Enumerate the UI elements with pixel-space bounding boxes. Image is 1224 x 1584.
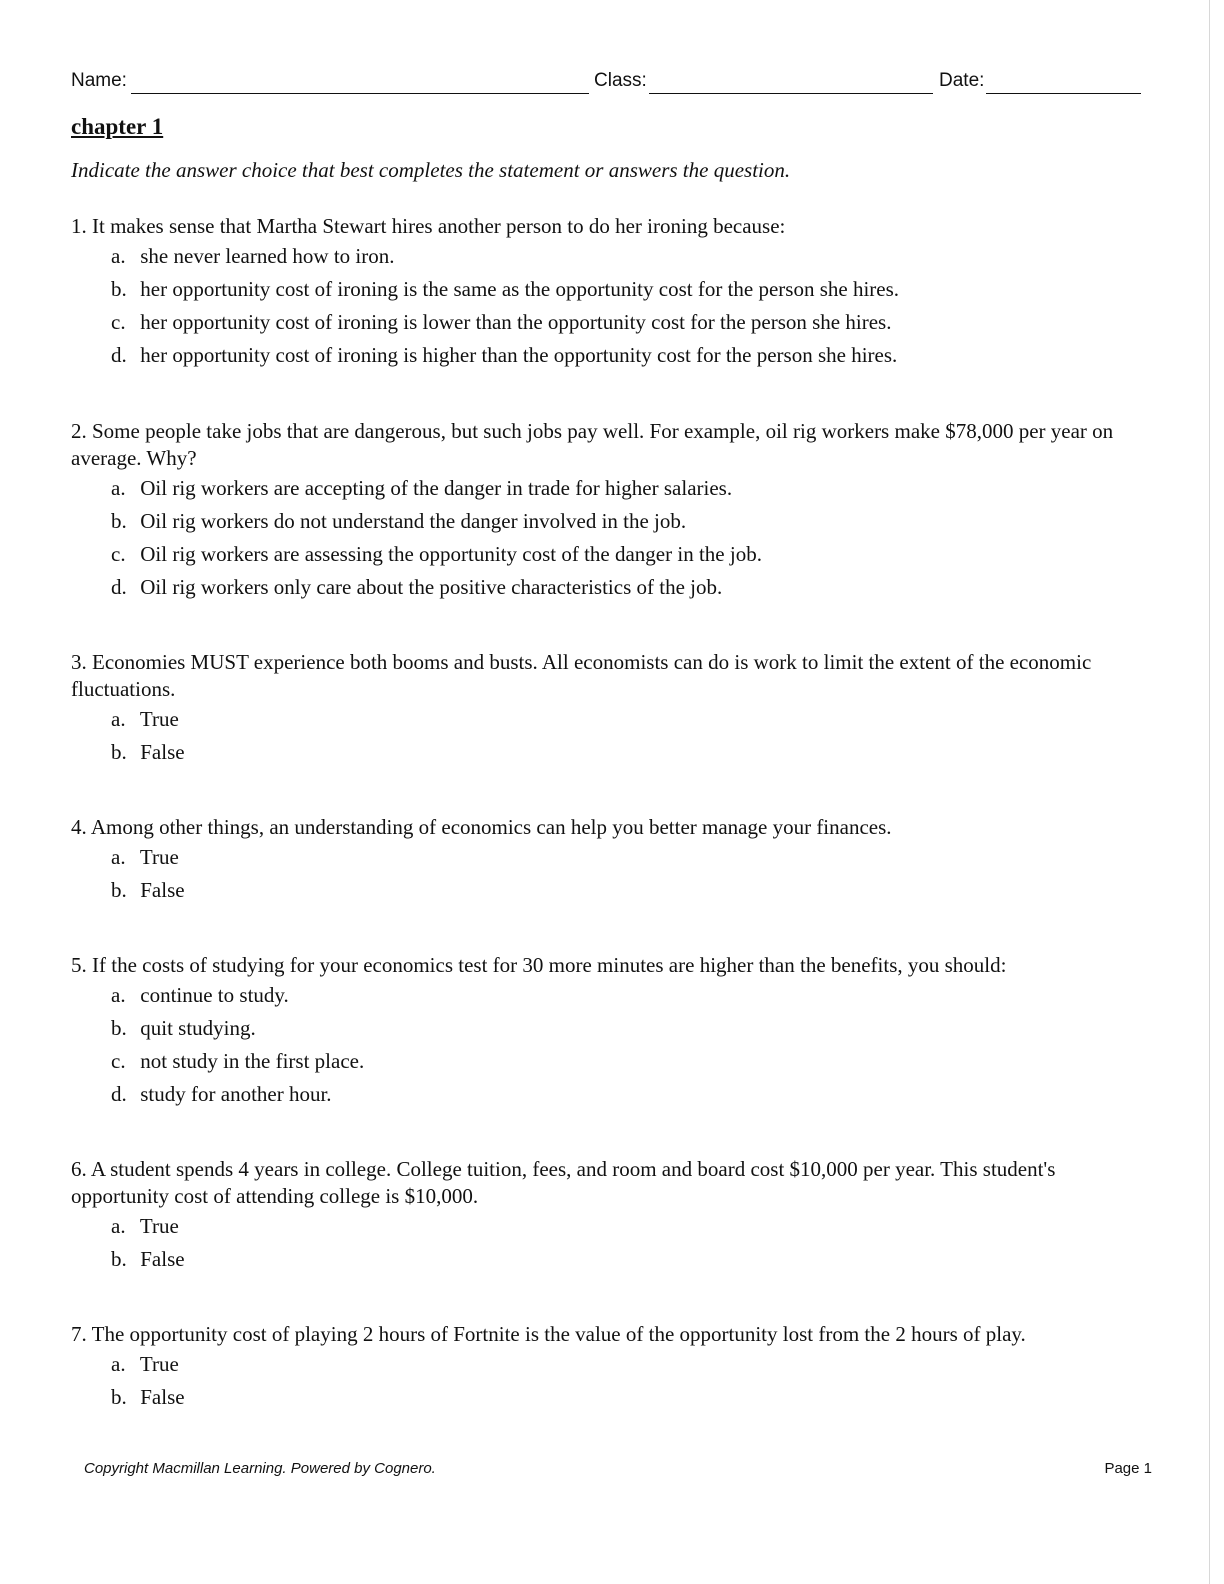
option-letter: b. [111, 878, 127, 902]
option-text: she never learned how to iron. [140, 244, 395, 268]
option-letter: c. [111, 542, 126, 566]
answer-option[interactable] [111, 1243, 1146, 1276]
name-label: Name: [71, 70, 127, 91]
option-letter: d. [111, 575, 127, 599]
option-letter: a. [111, 476, 126, 500]
answer-option[interactable] [111, 1045, 1146, 1078]
option-letter: a. [111, 707, 126, 731]
option-text: Oil rig workers do not understand the danger involved in the job. [140, 509, 687, 533]
question-2 [71, 418, 1146, 604]
answer-option[interactable] [111, 1012, 1146, 1045]
question-5 [71, 952, 1146, 1111]
option-text: study for another hour. [140, 1082, 332, 1106]
option-text: True [139, 1214, 179, 1238]
option-text: Oil rig workers only care about the positive characteristics of the job. [140, 575, 723, 599]
answer-option[interactable] [111, 1078, 1146, 1111]
date-label: Date: [939, 70, 985, 91]
option-text: False [140, 1247, 185, 1271]
option-text: quit studying. [140, 1016, 256, 1040]
page-edge-divider [1209, 0, 1210, 1584]
option-text: True [139, 845, 179, 869]
question-stem: 6. A student spends 4 years in college. College tuition, fees, and room and board cost $10,000 per year. This student's opportunity cost of attending college is $10,000. [71, 1157, 1056, 1208]
option-text: False [140, 740, 185, 764]
question-stem: 7. The opportunity cost of playing 2 hours of Fortnite is the value of the opportunity lost from the 2 hours of play. [71, 1322, 1026, 1346]
chapter-title: chapter 1 [71, 114, 164, 139]
answer-option[interactable] [111, 1348, 1146, 1381]
option-text: Oil rig workers are assessing the opportunity cost of the danger in the job. [140, 542, 762, 566]
option-letter: b. [111, 509, 127, 533]
option-letter: c. [111, 1049, 126, 1073]
option-letter: d. [111, 343, 127, 367]
option-letter: a. [111, 983, 126, 1007]
option-letter: b. [111, 1247, 127, 1271]
option-letter: b. [111, 740, 127, 764]
answer-option[interactable] [111, 339, 1146, 372]
option-text: her opportunity cost of ironing is higher than the opportunity cost for the person she hires. [140, 343, 898, 367]
option-text: True [139, 1352, 179, 1376]
question-4 [71, 814, 1146, 907]
answer-option[interactable] [111, 538, 1146, 571]
option-text: not study in the first place. [140, 1049, 365, 1073]
question-stem: 4. Among other things, an understanding of economics can help you better manage your finances. [71, 815, 892, 839]
answer-option[interactable] [111, 703, 1146, 736]
option-letter: c. [111, 310, 126, 334]
answer-option[interactable] [111, 306, 1146, 339]
option-letter: d. [111, 1082, 127, 1106]
question-7 [71, 1321, 1146, 1414]
class-blank[interactable] [649, 93, 933, 94]
option-letter: a. [111, 845, 126, 869]
answer-option[interactable] [111, 979, 1146, 1012]
student-info-header [71, 70, 1141, 96]
option-text: Oil rig workers are accepting of the danger in trade for higher salaries. [140, 476, 733, 500]
class-label: Class: [594, 70, 647, 91]
instructions: Indicate the answer choice that best completes the statement or answers the question. [71, 158, 791, 182]
question-6 [71, 1156, 1146, 1276]
answer-option[interactable] [111, 571, 1146, 604]
question-stem: 3. Economies MUST experience both booms and busts. All economists can do is work to limit the extent of the economic fluctuations. [71, 650, 1092, 701]
question-stem: 5. If the costs of studying for your economics test for 30 more minutes are higher than the benefits, you should: [71, 953, 1007, 977]
answer-option[interactable] [111, 472, 1146, 505]
answer-option[interactable] [111, 505, 1146, 538]
answer-option[interactable] [111, 273, 1146, 306]
option-text: False [140, 1385, 185, 1409]
answer-option[interactable] [111, 736, 1146, 769]
answer-option[interactable] [111, 240, 1146, 273]
question-1 [71, 213, 1146, 372]
answer-option[interactable] [111, 1381, 1146, 1414]
option-letter: a. [111, 1352, 126, 1376]
option-letter: b. [111, 1385, 127, 1409]
answer-option[interactable] [111, 841, 1146, 874]
option-text: her opportunity cost of ironing is the same as the opportunity cost for the person she hires. [140, 277, 900, 301]
option-letter: b. [111, 1016, 127, 1040]
option-text: continue to study. [140, 983, 289, 1007]
option-text: False [140, 878, 185, 902]
option-text: her opportunity cost of ironing is lower than the opportunity cost for the person she hires. [140, 310, 892, 334]
question-stem: 2. Some people take jobs that are dangerous, but such jobs pay well. For example, oil rig workers make $78,000 per year on average. Why? [71, 419, 1114, 470]
answer-option[interactable] [111, 1210, 1146, 1243]
question-3 [71, 649, 1146, 769]
date-blank[interactable] [986, 93, 1141, 94]
page-number: Page 1 [1104, 1460, 1152, 1477]
option-letter: b. [111, 277, 127, 301]
option-text: True [139, 707, 179, 731]
option-letter: a. [111, 244, 126, 268]
copyright-footer: Copyright Macmillan Learning. Powered by Cognero. [84, 1460, 436, 1477]
name-blank[interactable] [131, 93, 589, 94]
question-stem: 1. It makes sense that Martha Stewart hires another person to do her ironing because: [71, 214, 786, 238]
answer-option[interactable] [111, 874, 1146, 907]
option-letter: a. [111, 1214, 126, 1238]
